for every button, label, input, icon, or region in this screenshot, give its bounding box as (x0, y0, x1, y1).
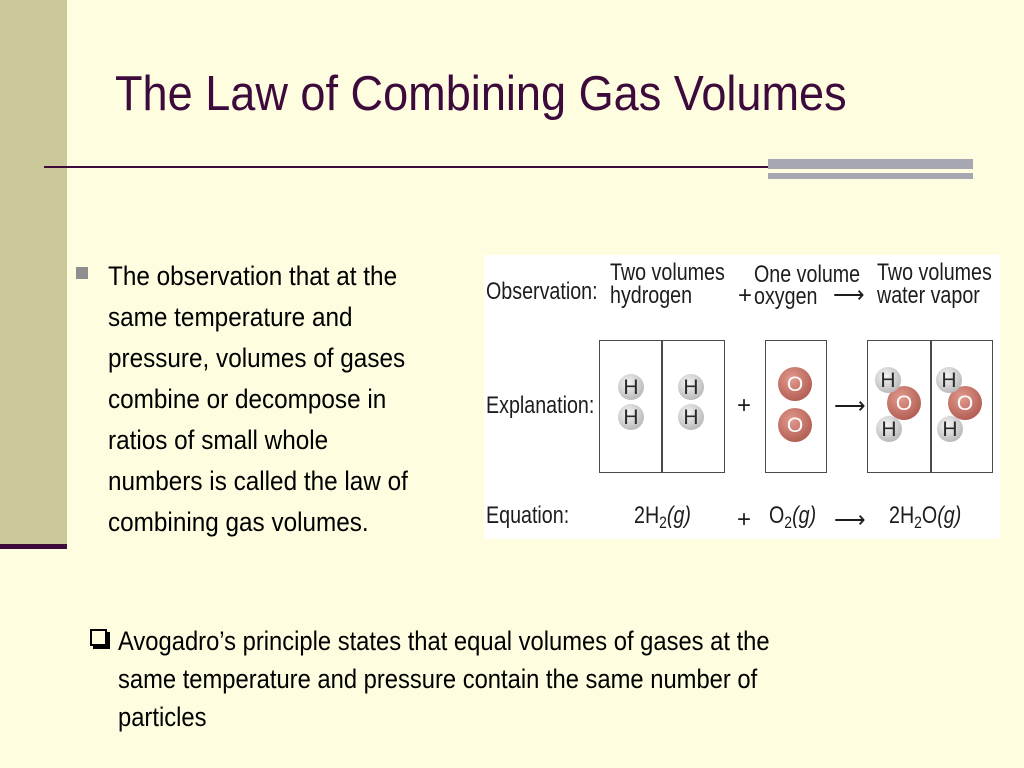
hydrogen-atom: H (936, 367, 962, 393)
oxygen-atom: O (778, 408, 812, 442)
obs-product-line1: Two volumes (877, 259, 992, 286)
equation-plus: + (737, 506, 752, 533)
avogadro-note: Avogadro’s principle states that equal volumes of gases at the same temperature and pressure contain the same number of particles (118, 626, 770, 732)
equation-arrow: ⟶ (834, 507, 866, 532)
hydrogen-atom: H (678, 404, 704, 430)
obs-plus: + (738, 282, 753, 309)
obs-reactant1-line2: hydrogen (610, 282, 693, 309)
title-divider (44, 166, 772, 168)
explanation-label: Explanation: (486, 392, 595, 419)
obs-reactant1-line1: Two volumes (610, 259, 725, 286)
hydrogen-atom: H (618, 404, 644, 430)
hydrogen-atom: H (618, 374, 644, 400)
title-accent-bar (768, 159, 973, 169)
checkbox-bullet-icon (90, 629, 107, 646)
hydrogen-atom: H (876, 416, 902, 442)
title-accent-bar-lower (768, 173, 973, 179)
equation-term-hydrogen: $2H_2(g)$ (634, 502, 691, 532)
hydrogen-box-divider (661, 341, 663, 472)
left-accent-stripe-foot (0, 544, 67, 549)
explanation-arrow: ⟶ (834, 393, 866, 418)
obs-product-line2: water vapor (877, 282, 980, 309)
hydrogen-atom: H (875, 367, 901, 393)
explanation-plus: + (737, 392, 752, 419)
left-accent-stripe (0, 0, 67, 548)
obs-reactant2-line1: One volume (754, 261, 861, 288)
obs-arrow: ⟶ (833, 282, 865, 307)
reaction-figure (484, 255, 1000, 539)
water-box-divider (930, 341, 932, 472)
observation-label: Observation: (486, 278, 598, 305)
slide-title: The Law of Combining Gas Volumes (115, 67, 847, 121)
oxygen-atom: O (948, 386, 982, 420)
bullet-square-icon (76, 267, 88, 279)
oxygen-atom: O (778, 367, 812, 401)
equation-term-water: $2H_2O(g)$ (889, 502, 962, 532)
oxygen-atom: O (887, 386, 921, 420)
obs-reactant2-line2: oxygen (754, 283, 818, 310)
equation-label: Equation: (486, 502, 570, 529)
equation-term-oxygen: $O_2(g)$ (769, 502, 817, 532)
hydrogen-atom: H (937, 416, 963, 442)
bullet-text: The observation that at the same temperature and pressure, volumes of gases combine or decompose in ratios of small whole numbers is called the law of combining gas volumes. (108, 261, 408, 537)
oxygen-volume-box (765, 340, 827, 473)
hydrogen-atom: H (678, 374, 704, 400)
